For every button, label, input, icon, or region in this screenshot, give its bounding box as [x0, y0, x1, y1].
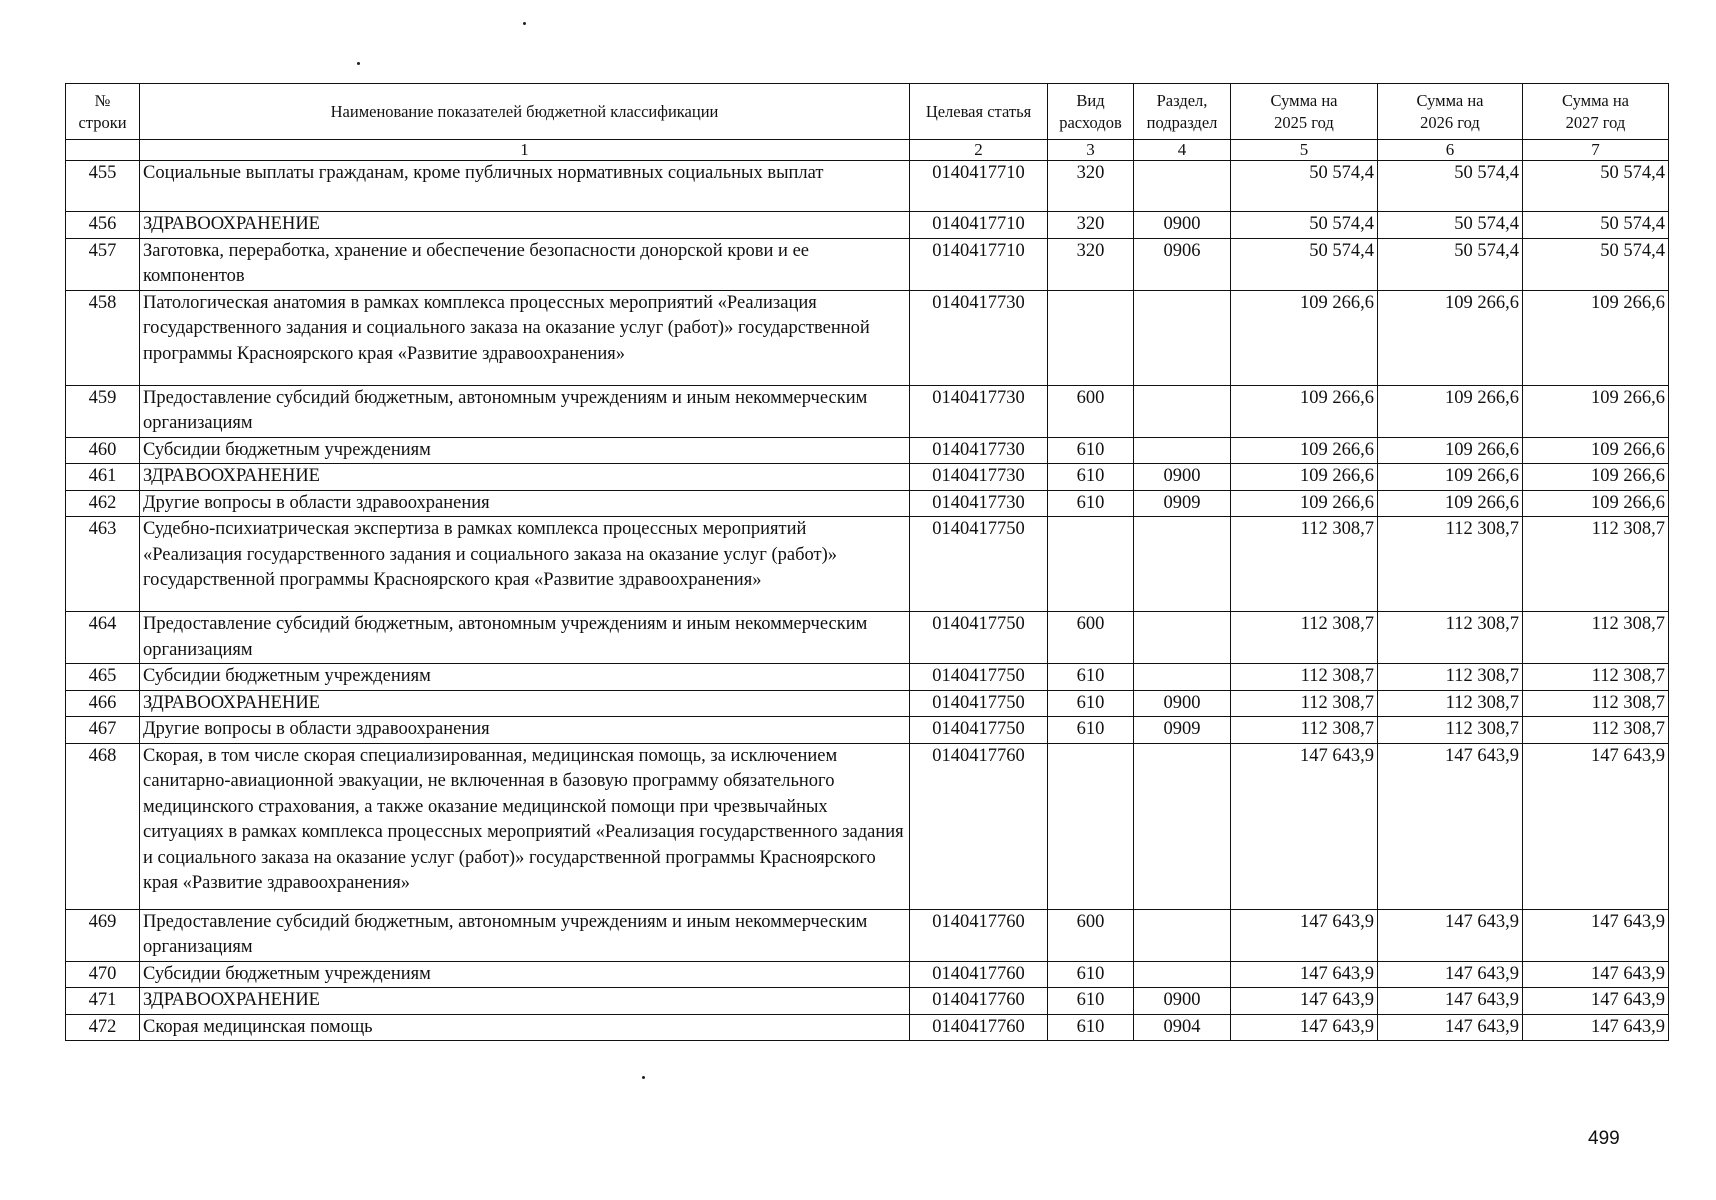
row-number: 471: [66, 988, 140, 1015]
row-sum-2026: 147 643,9: [1378, 743, 1523, 909]
table-row: [66, 664, 1669, 691]
row-target-code: 0140417730: [910, 385, 1048, 437]
row-target-code: 0140417730: [910, 290, 1048, 385]
row-sum-2026: 50 574,4: [1378, 238, 1523, 290]
table-row: [66, 961, 1669, 988]
row-sum-2026: 109 266,6: [1378, 437, 1523, 464]
row-name: Скорая медицинская помощь: [140, 1014, 910, 1041]
row-section: [1134, 909, 1231, 961]
row-name: ЗДРАВООХРАНЕНИЕ: [140, 988, 910, 1015]
row-expense-type: 610: [1048, 961, 1134, 988]
row-expense-type: 600: [1048, 909, 1134, 961]
row-name: Патологическая анатомия в рамках комплекса процессных мероприятий «Реализация государственного задания и социального заказа на оказание услуг (работ)» государственной программы Красноярского края «Развитие здравоохранения»: [140, 290, 910, 385]
row-sum-2025: 112 308,7: [1231, 690, 1378, 717]
row-expense-type: 610: [1048, 717, 1134, 744]
scan-speck: [523, 22, 526, 25]
row-number: 466: [66, 690, 140, 717]
row-target-code: 0140417750: [910, 717, 1048, 744]
header-sum-2027: Сумма на 2027 год: [1523, 84, 1669, 140]
row-sum-2026: 50 574,4: [1378, 161, 1523, 212]
row-section: 0904: [1134, 1014, 1231, 1041]
row-number: 470: [66, 961, 140, 988]
row-sum-2026: 50 574,4: [1378, 212, 1523, 239]
scan-speck: [642, 1076, 645, 1079]
row-expense-type: 610: [1048, 690, 1134, 717]
page-number: 499: [1588, 1128, 1620, 1149]
row-number: 467: [66, 717, 140, 744]
row-name: Социальные выплаты гражданам, кроме публичных нормативных социальных выплат: [140, 161, 910, 212]
row-number: 456: [66, 212, 140, 239]
row-number: 458: [66, 290, 140, 385]
row-expense-type: 610: [1048, 988, 1134, 1015]
header-sum-2025: Сумма на 2025 год: [1231, 84, 1378, 140]
row-name: Другие вопросы в области здравоохранения: [140, 490, 910, 517]
row-name: ЗДРАВООХРАНЕНИЕ: [140, 212, 910, 239]
row-target-code: 0140417730: [910, 490, 1048, 517]
row-number: 464: [66, 612, 140, 664]
row-sum-2025: 109 266,6: [1231, 490, 1378, 517]
row-section: 0909: [1134, 490, 1231, 517]
row-expense-type: 610: [1048, 464, 1134, 491]
row-name: Предоставление субсидий бюджетным, автономным учреждениям и иным некоммерческим организациям: [140, 612, 910, 664]
row-expense-type: [1048, 743, 1134, 909]
row-target-code: 0140417760: [910, 961, 1048, 988]
table-row: [66, 437, 1669, 464]
row-sum-2025: 50 574,4: [1231, 161, 1378, 212]
row-section: 0900: [1134, 212, 1231, 239]
row-section: [1134, 961, 1231, 988]
row-section: [1134, 385, 1231, 437]
row-sum-2027: 147 643,9: [1523, 743, 1669, 909]
row-name: Субсидии бюджетным учреждениям: [140, 961, 910, 988]
column-number: 5: [1231, 140, 1378, 161]
row-sum-2025: 109 266,6: [1231, 290, 1378, 385]
table-row: [66, 290, 1669, 385]
row-section: 0900: [1134, 464, 1231, 491]
row-sum-2027: 50 574,4: [1523, 161, 1669, 212]
row-expense-type: 320: [1048, 238, 1134, 290]
row-sum-2025: 50 574,4: [1231, 212, 1378, 239]
table-row: [66, 909, 1669, 961]
column-number: 3: [1048, 140, 1134, 161]
row-name: ЗДРАВООХРАНЕНИЕ: [140, 690, 910, 717]
row-number: 462: [66, 490, 140, 517]
row-target-code: 0140417730: [910, 437, 1048, 464]
row-target-code: 0140417750: [910, 690, 1048, 717]
row-sum-2027: 147 643,9: [1523, 988, 1669, 1015]
row-number: 465: [66, 664, 140, 691]
row-number: 461: [66, 464, 140, 491]
row-section: [1134, 290, 1231, 385]
row-sum-2025: 112 308,7: [1231, 664, 1378, 691]
row-sum-2027: 109 266,6: [1523, 490, 1669, 517]
row-sum-2026: 147 643,9: [1378, 1014, 1523, 1041]
column-number: 2: [910, 140, 1048, 161]
table-row: [66, 690, 1669, 717]
row-number: 469: [66, 909, 140, 961]
table-row: [66, 490, 1669, 517]
row-sum-2026: 112 308,7: [1378, 664, 1523, 691]
row-sum-2027: 50 574,4: [1523, 238, 1669, 290]
column-number: 6: [1378, 140, 1523, 161]
column-number: [66, 140, 140, 161]
column-number-row: [66, 140, 1669, 161]
row-number: 459: [66, 385, 140, 437]
row-sum-2027: 147 643,9: [1523, 909, 1669, 961]
table-row: [66, 717, 1669, 744]
row-number: 463: [66, 517, 140, 612]
row-section: 0900: [1134, 988, 1231, 1015]
budget-table: [65, 83, 1669, 1041]
row-sum-2027: 109 266,6: [1523, 290, 1669, 385]
table-row: [66, 161, 1669, 212]
row-name: Заготовка, переработка, хранение и обеспечение безопасности донорской крови и ее компонентов: [140, 238, 910, 290]
row-sum-2025: 109 266,6: [1231, 385, 1378, 437]
row-sum-2025: 50 574,4: [1231, 238, 1378, 290]
row-sum-2027: 109 266,6: [1523, 464, 1669, 491]
header-row-number: № строки: [66, 84, 140, 140]
row-sum-2027: 112 308,7: [1523, 664, 1669, 691]
table-row: [66, 1014, 1669, 1041]
row-sum-2027: 109 266,6: [1523, 437, 1669, 464]
row-name: ЗДРАВООХРАНЕНИЕ: [140, 464, 910, 491]
table-row: [66, 743, 1669, 909]
row-name: Другие вопросы в области здравоохранения: [140, 717, 910, 744]
row-sum-2025: 112 308,7: [1231, 717, 1378, 744]
row-target-code: 0140417750: [910, 517, 1048, 612]
row-target-code: 0140417760: [910, 743, 1048, 909]
row-section: 0900: [1134, 690, 1231, 717]
row-name: Субсидии бюджетным учреждениям: [140, 437, 910, 464]
row-section: 0909: [1134, 717, 1231, 744]
row-expense-type: 610: [1048, 664, 1134, 691]
row-sum-2027: 112 308,7: [1523, 517, 1669, 612]
row-sum-2025: 147 643,9: [1231, 961, 1378, 988]
row-target-code: 0140417730: [910, 464, 1048, 491]
row-target-code: 0140417750: [910, 664, 1048, 691]
row-expense-type: 320: [1048, 161, 1134, 212]
row-sum-2025: 147 643,9: [1231, 1014, 1378, 1041]
row-expense-type: [1048, 517, 1134, 612]
row-number: 472: [66, 1014, 140, 1041]
row-section: [1134, 664, 1231, 691]
row-name: Скорая, в том числе скорая специализированная, медицинская помощь, за исключением санитарно-авиационной эвакуации, не включенная в базовую программу обязательного медицинского страхования, а также оказание медицинской помощи при чрезвычайных ситуациях в рамках комплекса процессных мероприятий «Реализация государственного задания и социального заказа на оказание услуг (работ)» государственной программы Красноярского края «Развитие здравоохранения»: [140, 743, 910, 909]
column-number: 4: [1134, 140, 1231, 161]
row-sum-2026: 109 266,6: [1378, 464, 1523, 491]
table-row: [66, 238, 1669, 290]
row-sum-2025: 112 308,7: [1231, 612, 1378, 664]
row-sum-2025: 147 643,9: [1231, 988, 1378, 1015]
row-target-code: 0140417710: [910, 161, 1048, 212]
row-number: 455: [66, 161, 140, 212]
row-expense-type: 610: [1048, 490, 1134, 517]
row-section: [1134, 161, 1231, 212]
row-sum-2026: 147 643,9: [1378, 961, 1523, 988]
row-sum-2025: 147 643,9: [1231, 743, 1378, 909]
row-sum-2026: 112 308,7: [1378, 517, 1523, 612]
row-sum-2026: 147 643,9: [1378, 909, 1523, 961]
row-sum-2026: 109 266,6: [1378, 290, 1523, 385]
row-section: [1134, 612, 1231, 664]
table-row: [66, 517, 1669, 612]
row-sum-2026: 109 266,6: [1378, 490, 1523, 517]
row-sum-2027: 112 308,7: [1523, 717, 1669, 744]
row-sum-2026: 112 308,7: [1378, 717, 1523, 744]
row-name: Судебно-психиатрическая экспертиза в рамках комплекса процессных мероприятий «Реализация государственного задания и социального заказа на оказание услуг (работ)» государственной программы Красноярского края «Развитие здравоохранения»: [140, 517, 910, 612]
header-name: Наименование показателей бюджетной классификации: [140, 84, 910, 140]
row-sum-2027: 50 574,4: [1523, 212, 1669, 239]
header-section: Раздел, подраздел: [1134, 84, 1231, 140]
row-expense-type: 610: [1048, 1014, 1134, 1041]
row-sum-2026: 112 308,7: [1378, 612, 1523, 664]
row-target-code: 0140417750: [910, 612, 1048, 664]
row-expense-type: 600: [1048, 612, 1134, 664]
row-name: Субсидии бюджетным учреждениям: [140, 664, 910, 691]
header-sum-2026: Сумма на 2026 год: [1378, 84, 1523, 140]
row-sum-2027: 147 643,9: [1523, 961, 1669, 988]
row-sum-2025: 109 266,6: [1231, 464, 1378, 491]
table-row: [66, 212, 1669, 239]
row-sum-2026: 112 308,7: [1378, 690, 1523, 717]
row-sum-2027: 112 308,7: [1523, 612, 1669, 664]
row-sum-2025: 109 266,6: [1231, 437, 1378, 464]
row-sum-2027: 112 308,7: [1523, 690, 1669, 717]
row-number: 457: [66, 238, 140, 290]
table-header-row: [66, 84, 1669, 140]
row-section: [1134, 743, 1231, 909]
table-row: [66, 464, 1669, 491]
row-name: Предоставление субсидий бюджетным, автономным учреждениям и иным некоммерческим организациям: [140, 909, 910, 961]
row-target-code: 0140417710: [910, 212, 1048, 239]
row-number: 468: [66, 743, 140, 909]
scan-speck: [357, 62, 360, 65]
header-expense-type: Вид расходов: [1048, 84, 1134, 140]
row-number: 460: [66, 437, 140, 464]
table-row: [66, 988, 1669, 1015]
row-target-code: 0140417760: [910, 1014, 1048, 1041]
table-row: [66, 385, 1669, 437]
table-body: [66, 161, 1669, 1041]
column-number: 1: [140, 140, 910, 161]
row-expense-type: 320: [1048, 212, 1134, 239]
row-target-code: 0140417760: [910, 909, 1048, 961]
row-section: [1134, 517, 1231, 612]
column-number: 7: [1523, 140, 1669, 161]
row-name: Предоставление субсидий бюджетным, автономным учреждениям и иным некоммерческим организациям: [140, 385, 910, 437]
row-expense-type: 600: [1048, 385, 1134, 437]
row-sum-2025: 147 643,9: [1231, 909, 1378, 961]
row-expense-type: [1048, 290, 1134, 385]
row-sum-2026: 109 266,6: [1378, 385, 1523, 437]
row-section: 0906: [1134, 238, 1231, 290]
row-target-code: 0140417760: [910, 988, 1048, 1015]
row-target-code: 0140417710: [910, 238, 1048, 290]
row-sum-2026: 147 643,9: [1378, 988, 1523, 1015]
row-sum-2027: 147 643,9: [1523, 1014, 1669, 1041]
row-expense-type: 610: [1048, 437, 1134, 464]
row-section: [1134, 437, 1231, 464]
header-target-code: Целевая статья: [910, 84, 1048, 140]
row-sum-2027: 109 266,6: [1523, 385, 1669, 437]
row-sum-2025: 112 308,7: [1231, 517, 1378, 612]
table-row: [66, 612, 1669, 664]
